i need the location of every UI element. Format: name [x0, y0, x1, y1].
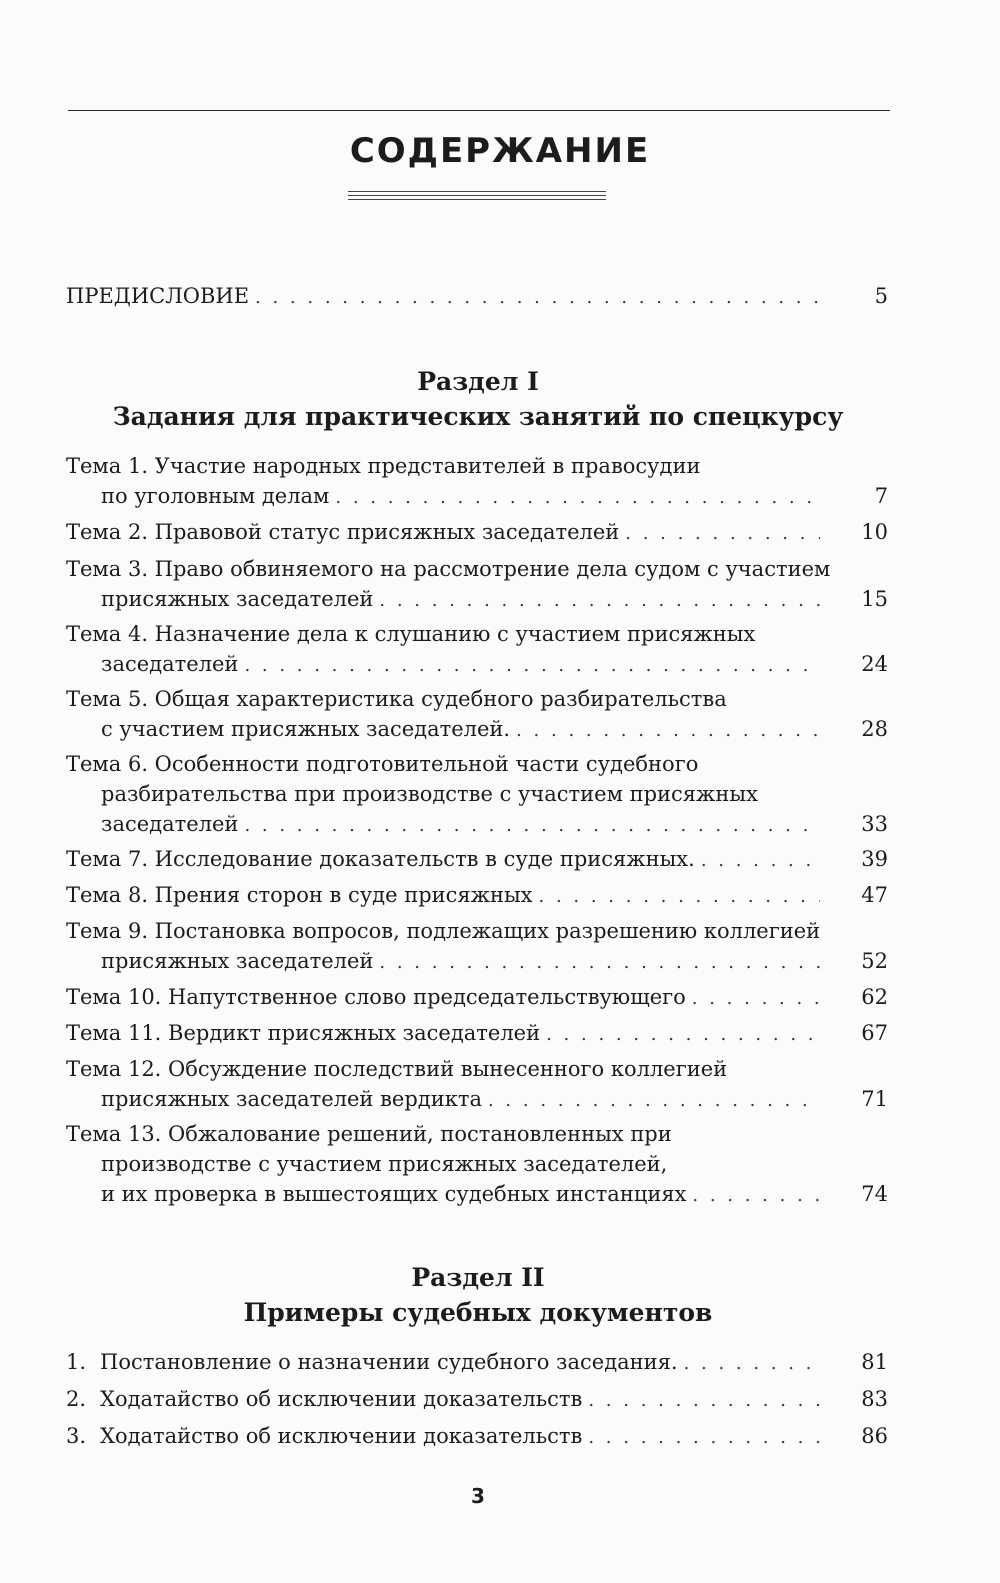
toc-entry-text: и их проверка в вышестоящих судебных инстанциях	[101, 1182, 687, 1206]
toc-page-number: 5	[874, 284, 888, 308]
toc-entry-text: Тема 12. Обсуждение последствий вынесенного коллегией	[66, 1057, 728, 1081]
leader-dots	[255, 283, 820, 312]
toc-entry-preface[interactable]	[66, 282, 888, 312]
leader-dots	[488, 1086, 820, 1115]
toc-entry-text: производстве с участием присяжных заседателей,	[101, 1152, 668, 1176]
toc-entry-text: Тема 10. Напутственное слово председательствующего	[66, 985, 686, 1009]
toc-document-entry[interactable]	[66, 1348, 888, 1378]
leader-dots	[625, 519, 820, 548]
toc-entry-label: ПРЕДИСЛОВИЕ	[66, 284, 250, 308]
toc-entry-text: присяжных заседателей	[101, 587, 374, 611]
entry-number: 3.	[66, 1424, 87, 1448]
leader-dots	[379, 586, 820, 615]
toc-entry-text: заседателей	[101, 812, 239, 836]
top-rule	[68, 110, 890, 111]
toc-entry-text: Тема 2. Правовой статус присяжных заседателей	[66, 520, 620, 544]
toc-entry-text: Тема 3. Право обвиняемого на рассмотрение дела судом с участием	[66, 557, 831, 581]
page-number: 3	[471, 1484, 485, 1508]
leader-dots	[539, 882, 820, 911]
toc-entry[interactable]	[66, 555, 888, 615]
toc-page-number: 7	[874, 484, 888, 508]
section-2-heading: Раздел II	[411, 1263, 545, 1292]
entry-number: 2.	[66, 1387, 87, 1411]
toc-entry[interactable]	[66, 845, 888, 875]
toc-page-number: 33	[861, 812, 888, 836]
section-1-subtitle: Задания для практических занятий по спецкурсу	[112, 402, 844, 431]
toc-page-number: 81	[861, 1350, 888, 1374]
toc-entry-text: присяжных заседателей	[101, 949, 374, 973]
toc-entry-text: заседателей	[101, 652, 239, 676]
toc-entry[interactable]	[66, 1120, 888, 1210]
toc-entry[interactable]	[66, 750, 888, 840]
title-underline	[348, 199, 606, 200]
entry-number: 1.	[66, 1350, 87, 1374]
toc-page-number: 67	[861, 1021, 888, 1045]
toc-entry-text: Ходатайство об исключении доказательств	[100, 1387, 583, 1411]
toc-entry-text: разбирательства при производстве с участием присяжных	[101, 782, 758, 806]
toc-entry-text: Тема 5. Общая характеристика судебного разбирательства	[66, 687, 727, 711]
toc-entry-text: Ходатайство об исключении доказательств	[100, 1424, 583, 1448]
page-title: СОДЕРЖАНИЕ	[349, 131, 651, 171]
leader-dots	[692, 984, 820, 1013]
leader-dots	[588, 1386, 820, 1415]
toc-page-number: 52	[861, 949, 888, 973]
leader-dots	[692, 1181, 820, 1210]
toc-page-number: 10	[861, 520, 888, 544]
toc-entry-text: с участием присяжных заседателей.	[101, 717, 511, 741]
toc-entry[interactable]	[66, 1055, 888, 1115]
toc-page-number: 71	[861, 1087, 888, 1111]
toc-entry-text: Тема 11. Вердикт присяжных заседателей	[66, 1021, 541, 1045]
toc-document-entry[interactable]	[66, 1385, 888, 1415]
toc-entry[interactable]	[66, 685, 888, 745]
toc-entry[interactable]	[66, 620, 888, 680]
toc-document-entry[interactable]	[66, 1422, 888, 1452]
toc-entry-text: Тема 7. Исследование доказательств в суде присяжных.	[66, 847, 695, 871]
section-2-subtitle: Примеры судебных документов	[243, 1298, 713, 1327]
toc-entry-text: Тема 6. Особенности подготовительной части судебного	[66, 752, 699, 776]
leader-dots	[701, 846, 820, 875]
toc-entry-text: Тема 9. Постановка вопросов, подлежащих разрешению коллегией	[66, 919, 821, 943]
toc-page-number: 28	[861, 717, 888, 741]
toc-entry[interactable]	[66, 452, 888, 512]
toc-page-number: 86	[861, 1424, 888, 1448]
leader-dots	[379, 948, 820, 977]
title-underline	[348, 195, 606, 196]
leader-dots	[684, 1349, 820, 1378]
leader-dots	[546, 1020, 820, 1049]
toc-entry-text: Тема 13. Обжалование решений, постановленных при	[66, 1122, 672, 1146]
toc-page-number: 39	[861, 847, 888, 871]
toc-entry-text: по уголовным делам	[101, 484, 330, 508]
toc-entry-text: Постановление о назначении судебного заседания.	[100, 1350, 678, 1374]
toc-entry[interactable]	[66, 518, 888, 548]
toc-page-number: 74	[861, 1182, 888, 1206]
toc-entry[interactable]	[66, 1019, 888, 1049]
toc-page-number: 24	[861, 652, 888, 676]
section-1-heading: Раздел I	[417, 367, 539, 396]
leader-dots	[588, 1423, 820, 1452]
toc-entry-text: Тема 4. Назначение дела к слушанию с участием присяжных	[66, 622, 756, 646]
toc-page-number: 62	[861, 985, 888, 1009]
toc-entry-text: присяжных заседателей вердикта	[101, 1087, 482, 1111]
title-underline	[348, 191, 606, 192]
toc-entry[interactable]	[66, 881, 888, 911]
toc-entry[interactable]	[66, 983, 888, 1013]
leader-dots	[335, 483, 820, 512]
toc-entry-text: Тема 1. Участие народных представителей в правосудии	[66, 454, 701, 478]
toc-page-number: 83	[861, 1387, 888, 1411]
leader-dots	[244, 811, 820, 840]
leader-dots	[244, 651, 820, 680]
toc-page-number: 15	[861, 587, 888, 611]
leader-dots	[516, 716, 820, 745]
toc-entry-text: Тема 8. Прения сторон в суде присяжных	[66, 883, 533, 907]
toc-page-number: 47	[861, 883, 888, 907]
toc-entry[interactable]	[66, 917, 888, 977]
